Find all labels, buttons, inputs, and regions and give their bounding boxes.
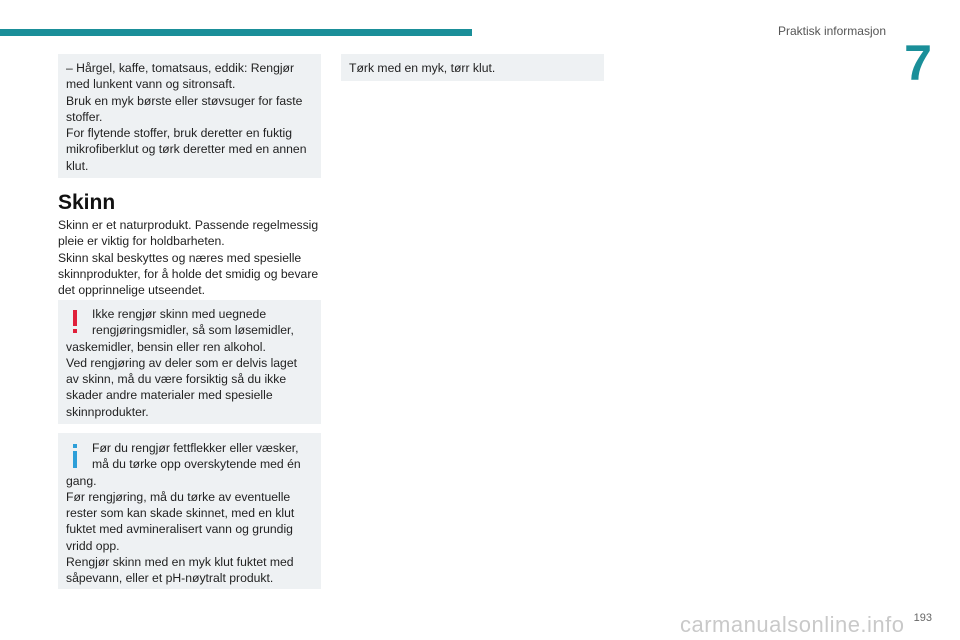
chapter-title: Praktisk informasjon: [777, 24, 886, 38]
warning-line: vaskemidler, bensin eller ren alkohol.: [66, 339, 266, 354]
stain-line: klut.: [66, 158, 89, 173]
info-box: [58, 433, 321, 589]
info-line: fuktet med avmineralisert vann og grundig: [66, 522, 293, 537]
leather-line: pleie er viktig for holdbarheten.: [58, 234, 225, 249]
stain-line: stoffer.: [66, 109, 103, 124]
info-line: rester som kan skade skinnet, med en klut: [66, 506, 295, 521]
leather-line: Skinn er et naturprodukt. Passende regelmessig: [58, 218, 319, 232]
info-icon: [70, 444, 80, 468]
leather-intro: [58, 217, 320, 298]
warning-line: av skinn, må du være forsiktig så du ikke: [66, 372, 287, 387]
info-line: gang.: [66, 473, 97, 488]
info-line: såpevann, eller et pH-nøytralt produkt.: [66, 571, 274, 586]
warning-line: Ikke rengjør skinn med uegnede: [92, 307, 267, 321]
section-heading-leather: Skinn: [58, 191, 116, 214]
dry-cloth-box: [341, 54, 604, 81]
info-line: må du tørke opp overskytende med én: [92, 457, 301, 472]
exclamation-icon: [70, 310, 80, 334]
info-line: vridd opp.: [66, 538, 120, 553]
dry-cloth-text: Tørk med en myk, tørr klut.: [349, 61, 496, 75]
stain-cleaning-box: [58, 54, 321, 178]
stain-line: Bruk en myk børste eller støvsuger for faste: [66, 93, 303, 108]
stain-line: med lunkent vann og sitronsaft.: [66, 77, 236, 92]
warning-line: Ved rengjøring av deler som er delvis laget: [66, 355, 298, 370]
leather-line: skinnprodukter, for å holde det smidig og bevare: [58, 266, 319, 281]
info-line: Rengjør skinn med en myk klut fuktet med: [66, 555, 294, 570]
warning-line: skinnprodukter.: [66, 404, 149, 419]
stain-line: For flytende stoffer, bruk deretter en fuktig: [66, 126, 293, 141]
warning-line: skader andre materialer med spesielle: [66, 388, 273, 403]
info-line: Før rengjøring, må du tørke av eventuelle: [66, 489, 291, 504]
chapter-number: 7: [904, 35, 932, 91]
stain-line: – Hårgel, kaffe, tomatsaus, eddik: Rengjør: [66, 61, 295, 75]
info-line: Før du rengjør fettflekker eller væsker,: [92, 441, 299, 455]
warning-box: [58, 300, 321, 424]
leather-line: Skinn skal beskyttes og næres med spesielle: [58, 250, 302, 265]
stain-line: mikrofiberklut og tørk deretter med en annen: [66, 142, 307, 157]
header-accent-bar: [0, 29, 472, 36]
leather-line: det opprinnelige utseendet.: [58, 283, 206, 298]
page-number: 193: [913, 612, 932, 624]
warning-line: rengjøringsmidler, så som løsemidler,: [92, 323, 294, 338]
watermark: carmanualsonline.info: [680, 612, 905, 637]
